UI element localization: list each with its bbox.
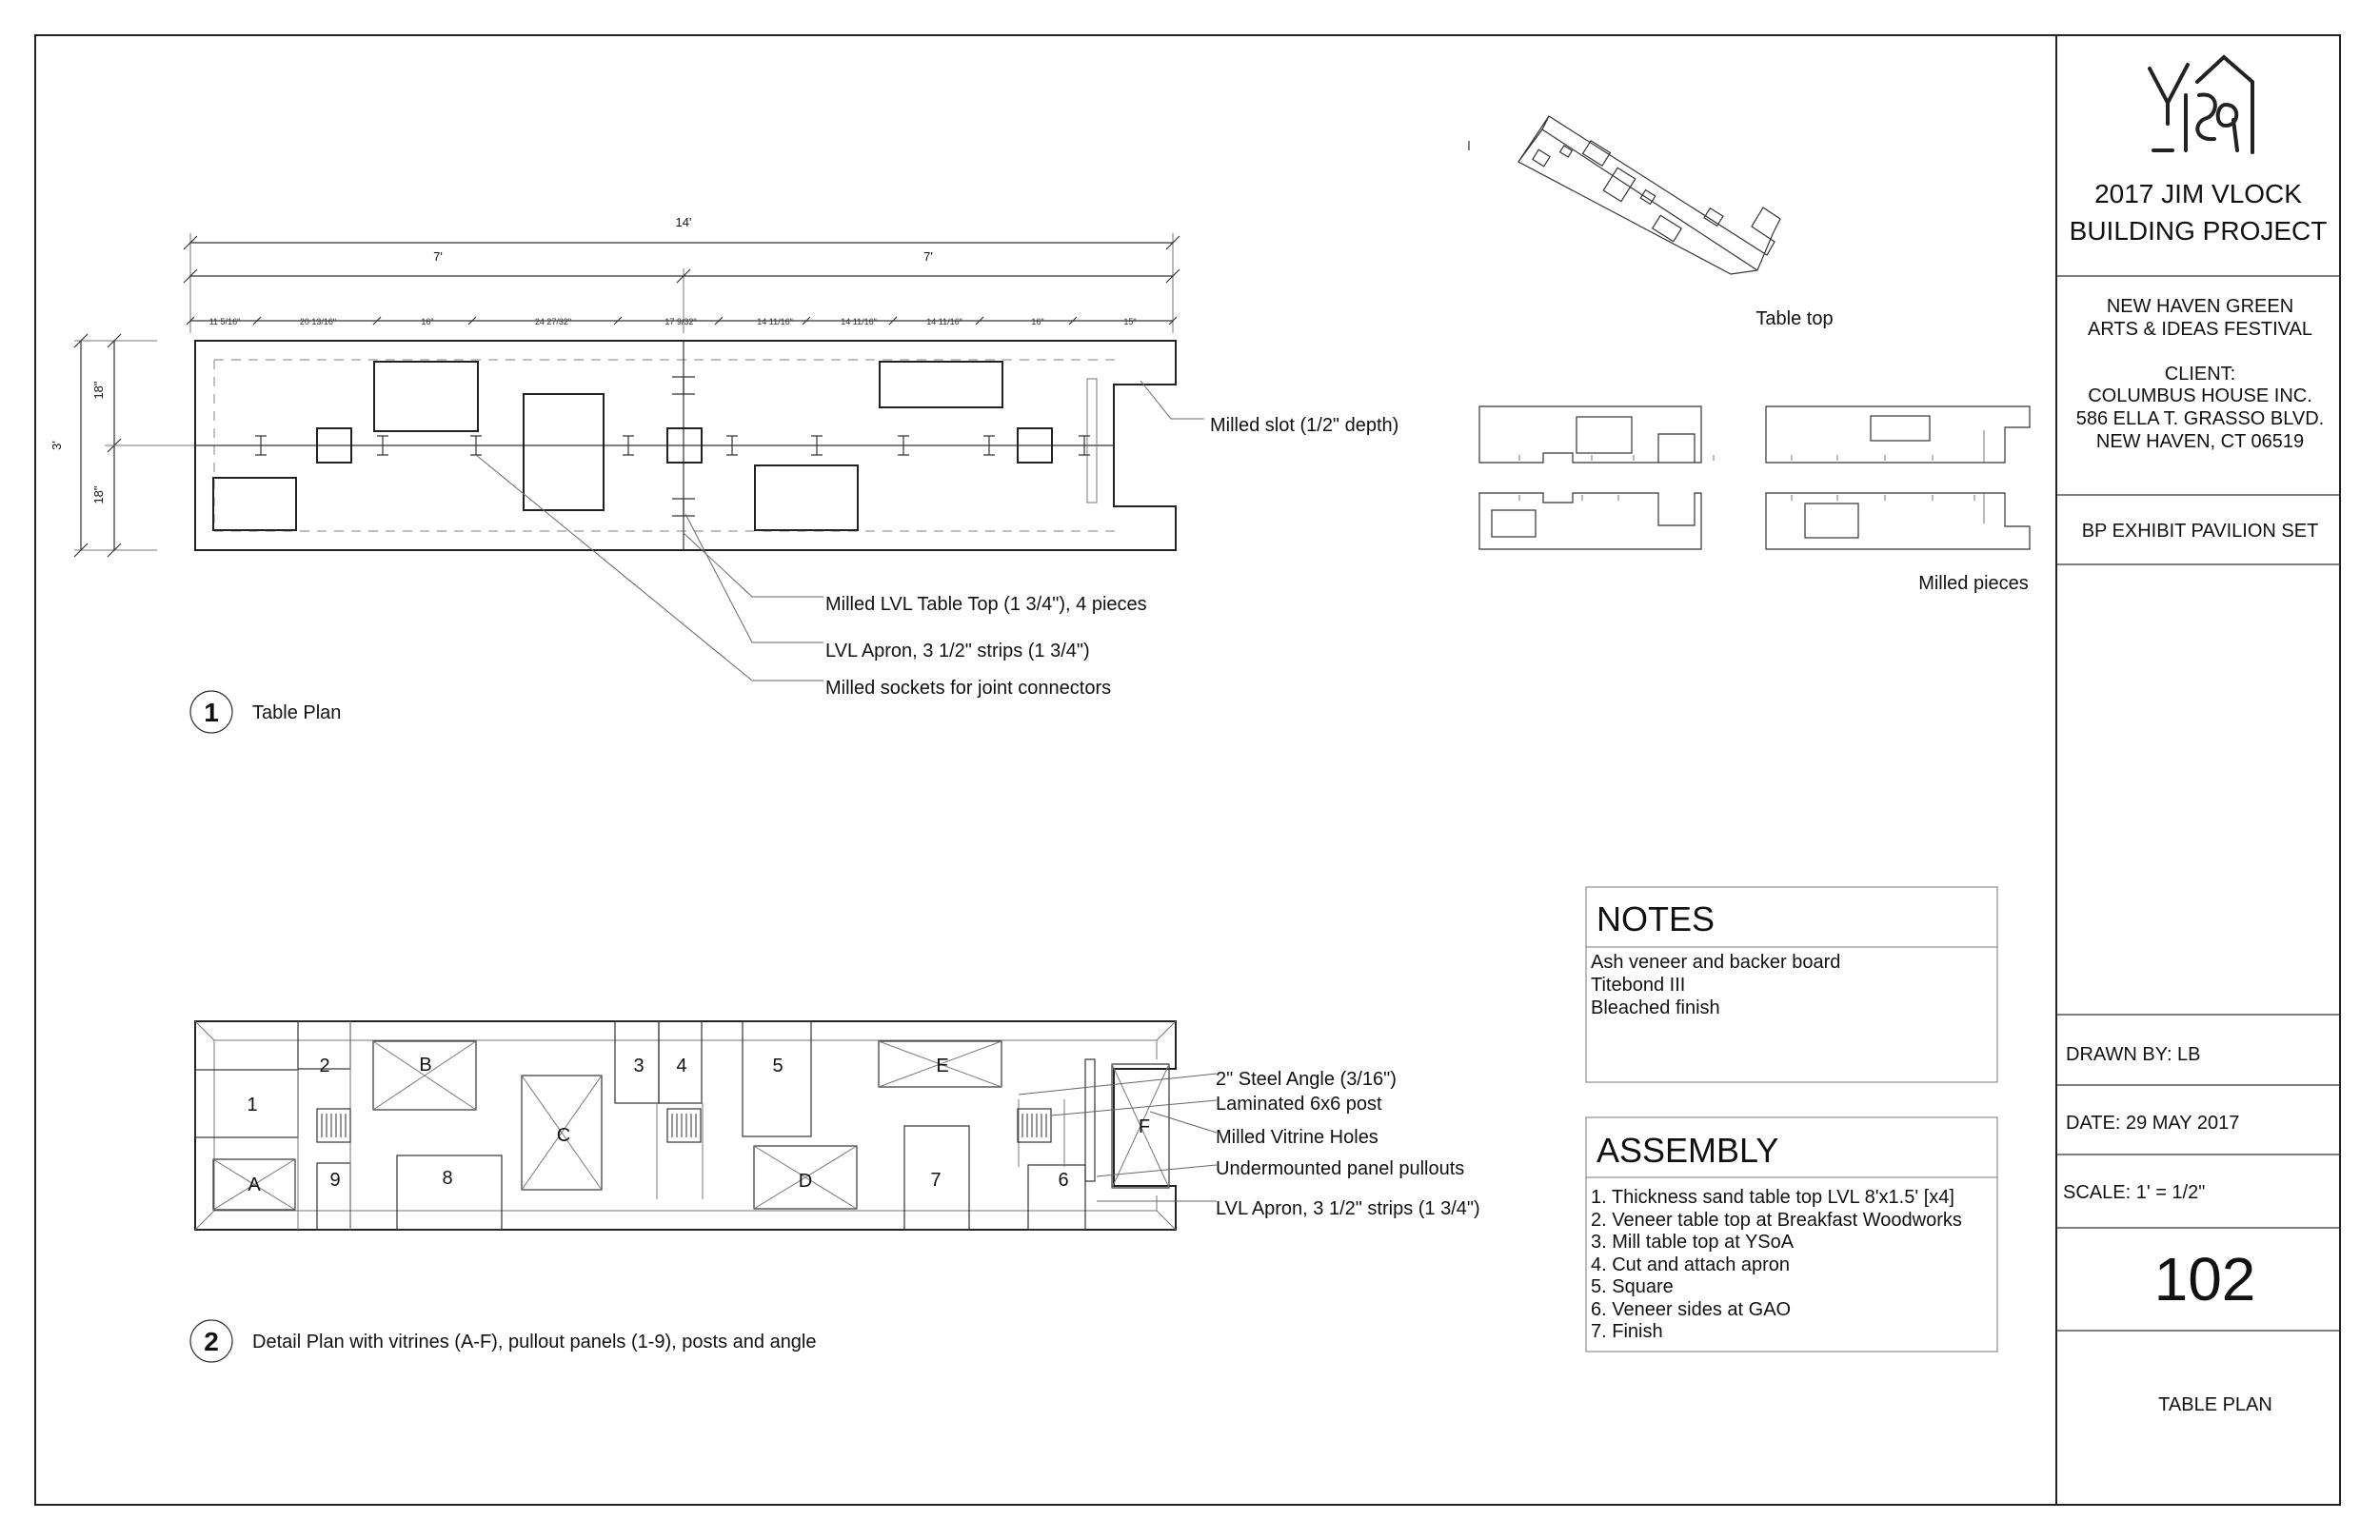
set-name: BP EXHIBIT PAVILION SET: [2081, 521, 2319, 542]
vitrine-label: C: [556, 1125, 571, 1146]
view-title: Table Plan: [252, 702, 342, 723]
half-dim-right: 7': [923, 249, 933, 264]
vitrine-label: B: [419, 1055, 432, 1076]
sheet-border: [35, 35, 2340, 1505]
segment-dim: 15": [1123, 317, 1137, 326]
assembly-step: 1. Thickness sand table top LVL 8'x1.5' [x4]: [1591, 1187, 1954, 1208]
assembly-step: 3. Mill table top at YSoA: [1591, 1232, 1795, 1253]
notes-box: [1586, 887, 1997, 1082]
vitrine-opening: [213, 478, 296, 530]
vitrine-label: D: [798, 1171, 813, 1192]
dimension-lines: [50, 215, 1180, 557]
segment-dim: 14 11/16": [757, 317, 793, 326]
vitrine: [373, 1041, 476, 1110]
segment-dim: 11 5/16": [208, 317, 241, 326]
overall-dim: 14': [675, 215, 692, 229]
callout-apron: LVL Apron, 3 1/2" strips (1 3/4"): [1216, 1198, 1480, 1219]
callout-sockets: Milled sockets for joint connectors: [825, 678, 1112, 699]
panel-label: 4: [676, 1056, 687, 1076]
drawing-date: DATE: 29 MAY 2017: [2066, 1113, 2240, 1134]
sheet-title: TABLE PLAN: [2158, 1394, 2272, 1415]
steel-angle: [1085, 1059, 1095, 1181]
ysoa-logo: [2150, 57, 2252, 152]
view-number: 2: [204, 1327, 219, 1356]
panel-label: 2: [319, 1056, 330, 1076]
project-name-line2: BUILDING PROJECT: [2069, 216, 2328, 246]
client-address1: 586 ELLA T. GRASSO BLVD.: [2075, 408, 2325, 429]
assembly-step: 4. Cut and attach apron: [1591, 1254, 1791, 1275]
client-label: CLIENT:: [2164, 364, 2236, 385]
sheet-number: 102: [2153, 1245, 2256, 1313]
assembly-step: 6. Veneer sides at GAO: [1591, 1299, 1792, 1320]
joint-connectors: [255, 377, 1090, 516]
segment-dim: 14 11/16": [926, 317, 962, 326]
panel-label: 6: [1058, 1170, 1069, 1191]
assembly-step: 5. Square: [1591, 1276, 1674, 1297]
callout-table-top: Milled LVL Table Top (1 3/4"), 4 pieces: [825, 594, 1147, 615]
vitrine-opening: [755, 465, 858, 530]
client-name: COLUMBUS HOUSE INC.: [2088, 385, 2312, 406]
drawn-by: DRAWN BY: LB: [2066, 1044, 2201, 1065]
pieces-label: Milled pieces: [1918, 573, 2029, 594]
half-depth-dim: 18": [91, 381, 106, 400]
detail-plan-view: [190, 1021, 1480, 1362]
milled-piece: [1766, 406, 2030, 463]
panel-label: 8: [442, 1168, 453, 1189]
note-line: Titebond III: [1591, 975, 1686, 996]
callout-apron: LVL Apron, 3 1/2" strips (1 3/4"): [825, 641, 1090, 661]
segment-dim: 17 9/32": [664, 317, 697, 326]
segment-dim: 14 11/16": [841, 317, 877, 326]
callout-steel-angle: 2" Steel Angle (3/16"): [1216, 1069, 1397, 1090]
post: [317, 1109, 350, 1142]
segment-dim: 16": [421, 317, 434, 326]
half-dim-left: 7': [433, 249, 443, 264]
milled-piece: [1479, 493, 1701, 549]
isometric-table-top: [1469, 116, 1834, 329]
milled-slot: [1087, 379, 1097, 503]
assembly-box: [1586, 1117, 1997, 1352]
segment-dim: 16": [1031, 317, 1044, 326]
client-address2: NEW HAVEN, CT 06519: [2095, 431, 2305, 452]
assembly-heading: ASSEMBLY: [1597, 1131, 1779, 1170]
note-line: Ash veneer and backer board: [1591, 952, 1841, 973]
leader-lines: [1019, 1074, 1217, 1201]
post: [1018, 1109, 1051, 1142]
vitrine-label: F: [1138, 1116, 1151, 1137]
event-line1: NEW HAVEN GREEN: [2106, 296, 2294, 317]
panel-label: 7: [930, 1170, 942, 1191]
assembly-step: 2. Veneer table top at Breakfast Woodworks: [1591, 1210, 1962, 1231]
segment-dim: 20 13/16": [299, 317, 337, 326]
title-block: [2056, 35, 2340, 1505]
callout-vitrine-holes: Milled Vitrine Holes: [1216, 1127, 1378, 1148]
project-name-line1: 2017 JIM VLOCK: [2094, 179, 2302, 208]
table-plan-view: [50, 215, 1398, 733]
vitrine-label: A: [248, 1175, 261, 1195]
milled-pieces: [1479, 406, 2030, 594]
depth-dim: 3': [50, 441, 64, 450]
note-line: Bleached finish: [1591, 997, 1720, 1018]
post: [667, 1109, 701, 1142]
pullout-panel: [743, 1021, 811, 1136]
callout-milled-slot: Milled slot (1/2" depth): [1210, 415, 1399, 436]
assembly-step: 7. Finish: [1591, 1321, 1663, 1342]
vitrine-opening: [524, 394, 604, 510]
panel-label: 5: [772, 1056, 783, 1076]
iso-label: Table top: [1755, 308, 1834, 329]
pullout-panel: [1028, 1165, 1085, 1230]
panel-label: 1: [247, 1095, 258, 1116]
view-title: Detail Plan with vitrines (A-F), pullout panels (1-9), posts and angle: [252, 1332, 817, 1352]
segment-dim: 24 27/32": [534, 317, 572, 326]
half-depth-dim: 18": [91, 485, 106, 504]
callout-pullouts: Undermounted panel pullouts: [1216, 1158, 1465, 1179]
callout-post: Laminated 6x6 post: [1216, 1094, 1382, 1115]
vitrine-opening: [374, 362, 478, 431]
drawing-scale: SCALE: 1' = 1/2": [2063, 1182, 2206, 1203]
vitrine-label: E: [936, 1056, 949, 1076]
panel-label: 3: [633, 1056, 645, 1076]
panel-label: 9: [329, 1170, 341, 1191]
view-number: 1: [204, 698, 219, 727]
event-line2: ARTS & IDEAS FESTIVAL: [2088, 319, 2312, 340]
notes-heading: NOTES: [1597, 899, 1716, 938]
vitrine-opening: [880, 362, 1002, 407]
pullout-panel: [397, 1155, 502, 1230]
